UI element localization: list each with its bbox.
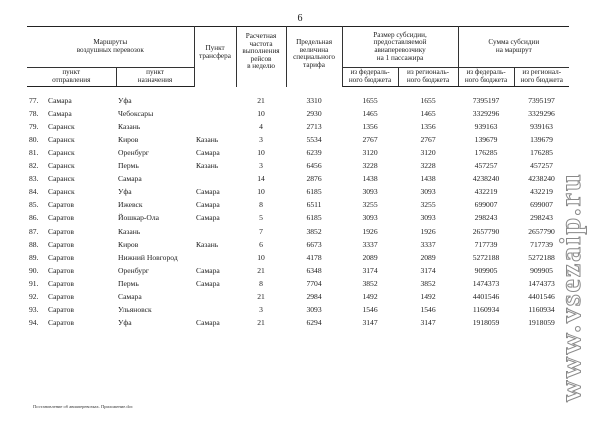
origin-city: Саратов <box>48 200 75 210</box>
table-row <box>27 120 569 133</box>
transfer-city <box>194 107 236 120</box>
transfer-city: Самара <box>196 200 220 210</box>
destination-city: Оренбург <box>118 147 149 157</box>
transfer-city: Казань <box>196 161 219 171</box>
table-row <box>27 159 569 172</box>
header-subsidy-per-passenger: Размер субсидии, предоставляемой авиаперевозчику на 1 пассажира <box>342 27 458 68</box>
subsidy-federal-total: 4238240 <box>472 174 500 184</box>
subsidy-federal-total: 717739 <box>474 239 498 249</box>
subsidy-federal-total: 176285 <box>474 147 498 157</box>
subsidy-federal-total: 1474373 <box>472 278 500 288</box>
subsidy-federal-per-passenger: 3852 <box>362 278 378 288</box>
transfer-city: Казань <box>196 239 219 249</box>
table-row <box>27 277 569 290</box>
destination-city: Пермь <box>118 161 139 171</box>
weekly-frequency: 21 <box>257 265 265 275</box>
subsidy-regional-total: 1160934 <box>528 305 555 315</box>
special-tariff: 6673 <box>306 239 322 249</box>
subsidy-federal-total: 432219 <box>474 187 498 197</box>
row-number: 81. <box>29 147 39 157</box>
row-number: 93. <box>29 305 39 315</box>
subsidy-regional-total: 7395197 <box>528 95 555 105</box>
weekly-frequency: 3 <box>259 134 263 144</box>
subsidy-federal-per-passenger: 3337 <box>362 239 378 249</box>
origin-city: Самара <box>48 108 72 118</box>
transfer-city <box>194 173 236 186</box>
subsidy-regional-per-passenger: 1655 <box>420 95 436 105</box>
subsidy-federal-total: 699007 <box>474 200 498 210</box>
subsidy-federal-per-passenger: 1655 <box>362 95 378 105</box>
transfer-city <box>194 304 236 317</box>
subsidy-federal-total: 939163 <box>474 121 498 131</box>
destination-city: Ижевск <box>118 200 143 210</box>
destination-city: Киров <box>118 134 139 144</box>
subsidy-regional-per-passenger: 3255 <box>420 200 436 210</box>
destination-city: Нижний Новгород <box>118 252 178 262</box>
row-number: 78. <box>29 108 39 118</box>
subsidy-federal-total: 7395197 <box>472 95 500 105</box>
weekly-frequency: 10 <box>257 147 265 157</box>
subsidy-regional-total: 1918059 <box>528 318 555 328</box>
weekly-frequency: 8 <box>259 278 263 288</box>
destination-city: Ульяновск <box>118 305 152 315</box>
origin-city: Саратов <box>48 226 75 236</box>
origin-city: Саранск <box>48 161 75 171</box>
weekly-frequency: 5 <box>259 213 263 223</box>
subsidy-regional-per-passenger: 1492 <box>420 291 436 301</box>
special-tariff: 6185 <box>306 213 322 223</box>
header-regional-budget: из региональ- ного бюджета <box>398 68 458 87</box>
subsidy-federal-total: 1918059 <box>472 318 500 328</box>
subsidy-regional-per-passenger: 3337 <box>420 239 436 249</box>
subsidy-regional-per-passenger: 3120 <box>420 147 436 157</box>
header-regional-budget-total: из регионал- ного бюджета <box>514 68 569 87</box>
subsidy-regional-per-passenger: 1465 <box>420 108 436 118</box>
origin-city: Саранск <box>48 134 75 144</box>
subsidy-federal-per-passenger: 3147 <box>362 318 378 328</box>
subsidy-regional-per-passenger: 3147 <box>420 318 436 328</box>
subsidy-federal-total: 2657790 <box>472 226 500 236</box>
special-tariff: 6456 <box>306 161 322 171</box>
origin-city: Саранск <box>48 187 75 197</box>
special-tariff: 5534 <box>306 134 322 144</box>
table-row <box>27 186 569 199</box>
weekly-frequency: 10 <box>257 108 265 118</box>
subsidy-regional-total: 298243 <box>530 213 553 223</box>
destination-city: Уфа <box>118 187 132 197</box>
weekly-frequency: 7 <box>259 226 263 236</box>
table-row <box>27 173 569 186</box>
destination-city: Чебоксары <box>118 108 154 118</box>
subsidy-federal-total: 5272188 <box>472 252 500 262</box>
origin-city: Самара <box>48 95 72 105</box>
subsidy-regional-total: 3329296 <box>528 108 555 118</box>
subsidy-federal-per-passenger: 2767 <box>362 134 378 144</box>
header-routes: Маршруты воздушных перевозок <box>27 27 194 68</box>
table-row <box>27 251 569 264</box>
row-number: 91. <box>29 278 39 288</box>
origin-city: Саратов <box>48 318 75 328</box>
subsidy-federal-total: 139679 <box>474 134 498 144</box>
special-tariff: 7704 <box>306 278 322 288</box>
weekly-frequency: 10 <box>257 187 265 197</box>
subsidy-federal-per-passenger: 1492 <box>362 291 378 301</box>
subsidy-regional-per-passenger: 1926 <box>420 226 436 236</box>
subsidy-federal-per-passenger: 3093 <box>362 213 378 223</box>
origin-city: Саратов <box>48 305 75 315</box>
footer-filename: Постановление об авиаперевозках. Приложение.doc <box>33 404 133 409</box>
destination-city: Пермь <box>118 278 139 288</box>
table-row <box>27 146 569 159</box>
subsidy-federal-total: 3329296 <box>472 108 500 118</box>
transfer-city <box>194 290 236 303</box>
special-tariff: 3852 <box>306 226 322 236</box>
transfer-city: Самара <box>196 187 220 197</box>
transfer-city: Самара <box>196 318 220 328</box>
table-row <box>27 225 569 238</box>
weekly-frequency: 21 <box>257 95 265 105</box>
table-row <box>27 317 569 330</box>
table-row <box>27 107 569 120</box>
subsidy-federal-per-passenger: 1465 <box>362 108 378 118</box>
table-row <box>27 133 569 146</box>
weekly-frequency: 3 <box>259 161 263 171</box>
destination-city: Оренбург <box>118 265 149 275</box>
special-tariff: 2930 <box>306 108 322 118</box>
origin-city: Саранск <box>48 174 75 184</box>
transfer-city <box>194 120 236 133</box>
special-tariff: 3093 <box>306 305 322 315</box>
subsidy-regional-per-passenger: 1356 <box>420 121 436 131</box>
table-row <box>27 238 569 251</box>
watermark-text: www.vsezaip.ru <box>554 172 587 402</box>
transfer-city: Самара <box>196 213 220 223</box>
row-number: 79. <box>29 121 39 131</box>
subsidy-federal-per-passenger: 1546 <box>362 305 378 315</box>
header-transfer: Пункт трансфера <box>194 27 236 87</box>
table-row <box>27 264 569 277</box>
destination-city: Самара <box>118 174 142 184</box>
subsidy-regional-per-passenger: 1438 <box>420 174 436 184</box>
special-tariff: 4178 <box>306 252 322 262</box>
transfer-city: Самара <box>196 265 220 275</box>
destination-city: Киров <box>118 239 139 249</box>
subsidy-federal-per-passenger: 3174 <box>362 265 378 275</box>
subsidy-routes-table <box>27 26 569 330</box>
row-number: 90. <box>29 265 39 275</box>
subsidy-regional-total: 176285 <box>530 147 553 157</box>
destination-city: Уфа <box>118 95 132 105</box>
row-number: 92. <box>29 291 39 301</box>
special-tariff: 6185 <box>306 187 322 197</box>
subsidy-regional-per-passenger: 1546 <box>420 305 436 315</box>
subsidy-federal-per-passenger: 1926 <box>362 226 378 236</box>
subsidy-federal-total: 298243 <box>474 213 498 223</box>
subsidy-regional-total: 4401546 <box>528 291 555 301</box>
weekly-frequency: 10 <box>257 252 265 262</box>
subsidy-regional-per-passenger: 3174 <box>420 265 436 275</box>
row-number: 84. <box>29 187 39 197</box>
weekly-frequency: 8 <box>259 200 263 210</box>
subsidy-regional-total: 5272188 <box>528 252 555 262</box>
row-number: 77. <box>29 95 39 105</box>
destination-city: Казань <box>118 121 141 131</box>
row-number: 88. <box>29 239 39 249</box>
special-tariff: 6239 <box>306 147 322 157</box>
subsidy-federal-per-passenger: 1438 <box>362 174 378 184</box>
weekly-frequency: 4 <box>259 121 263 131</box>
table-row <box>27 212 569 225</box>
header-tariff: Предельная величина специального тарифа <box>286 27 342 87</box>
origin-city: Саратов <box>48 265 75 275</box>
subsidy-regional-total: 909905 <box>530 265 553 275</box>
weekly-frequency: 6 <box>259 239 263 249</box>
subsidy-regional-total: 717739 <box>530 239 553 249</box>
transfer-city: Казань <box>196 134 219 144</box>
header-federal-budget: из федераль- ного бюджета <box>342 68 398 87</box>
transfer-city <box>194 94 236 107</box>
row-number: 89. <box>29 252 39 262</box>
special-tariff: 2876 <box>306 174 322 184</box>
subsidy-federal-total: 909905 <box>474 265 498 275</box>
row-number: 85. <box>29 200 39 210</box>
destination-city: Казань <box>118 226 141 236</box>
row-number: 94. <box>29 318 39 328</box>
subsidy-regional-total: 4238240 <box>528 174 555 184</box>
transfer-city: Самара <box>196 147 220 157</box>
subsidy-federal-total: 457257 <box>474 161 498 171</box>
subsidy-regional-per-passenger: 3228 <box>420 161 436 171</box>
subsidy-regional-total: 939163 <box>530 121 553 131</box>
row-number: 82. <box>29 161 39 171</box>
origin-city: Саратов <box>48 213 75 223</box>
special-tariff: 6294 <box>306 318 322 328</box>
special-tariff: 2713 <box>306 121 322 131</box>
page-number: 6 <box>297 13 303 24</box>
subsidy-federal-per-passenger: 3120 <box>362 147 378 157</box>
subsidy-federal-per-passenger: 3255 <box>362 200 378 210</box>
row-number: 83. <box>29 174 39 184</box>
weekly-frequency: 14 <box>257 174 265 184</box>
special-tariff: 6511 <box>306 200 322 210</box>
special-tariff: 6348 <box>306 265 322 275</box>
subsidy-federal-per-passenger: 2089 <box>362 252 378 262</box>
special-tariff: 2984 <box>306 291 322 301</box>
weekly-frequency: 21 <box>257 291 265 301</box>
origin-city: Саранск <box>48 121 75 131</box>
header-federal-budget-total: из федераль- ного бюджета <box>458 68 514 87</box>
header-subsidy-total: Сумма субсидии на маршрут <box>458 27 569 68</box>
weekly-frequency: 3 <box>259 305 263 315</box>
subsidy-federal-total: 1160934 <box>472 305 500 315</box>
header-origin: пункт отправления <box>27 68 116 87</box>
transfer-city <box>194 225 236 238</box>
header-frequency: Расчетная частота выполнения рейсов в неделю <box>236 27 286 87</box>
subsidy-regional-total: 1474373 <box>528 278 555 288</box>
weekly-frequency: 21 <box>257 318 265 328</box>
row-number: 87. <box>29 226 39 236</box>
subsidy-regional-per-passenger: 2767 <box>420 134 436 144</box>
transfer-city: Самара <box>196 278 220 288</box>
subsidy-federal-per-passenger: 3228 <box>362 161 378 171</box>
destination-city: Самара <box>118 291 142 301</box>
subsidy-federal-total: 4401546 <box>472 291 500 301</box>
destination-city: Уфа <box>118 318 132 328</box>
origin-city: Саратов <box>48 291 75 301</box>
subsidy-regional-per-passenger: 3093 <box>420 213 436 223</box>
special-tariff: 3310 <box>306 95 322 105</box>
table-row <box>27 199 569 212</box>
table-row <box>27 304 569 317</box>
subsidy-regional-total: 139679 <box>530 134 553 144</box>
subsidy-regional-total: 699007 <box>530 200 553 210</box>
origin-city: Саранск <box>48 147 75 157</box>
origin-city: Саратов <box>48 252 75 262</box>
table-row <box>27 94 569 107</box>
origin-city: Саратов <box>48 278 75 288</box>
subsidy-federal-per-passenger: 3093 <box>362 187 378 197</box>
subsidy-regional-per-passenger: 2089 <box>420 252 436 262</box>
subsidy-federal-per-passenger: 1356 <box>362 121 378 131</box>
row-number: 86. <box>29 213 39 223</box>
subsidy-regional-total: 457257 <box>530 161 553 171</box>
subsidy-regional-per-passenger: 3852 <box>420 278 436 288</box>
transfer-city <box>194 251 236 264</box>
row-number: 80. <box>29 134 39 144</box>
subsidy-regional-per-passenger: 3093 <box>420 187 436 197</box>
header-destination: пункт назначения <box>116 68 194 87</box>
subsidy-regional-total: 432219 <box>530 187 553 197</box>
subsidy-regional-total: 2657790 <box>528 226 555 236</box>
origin-city: Саратов <box>48 239 75 249</box>
destination-city: Йошкар-Ола <box>118 213 160 223</box>
table-row <box>27 290 569 303</box>
